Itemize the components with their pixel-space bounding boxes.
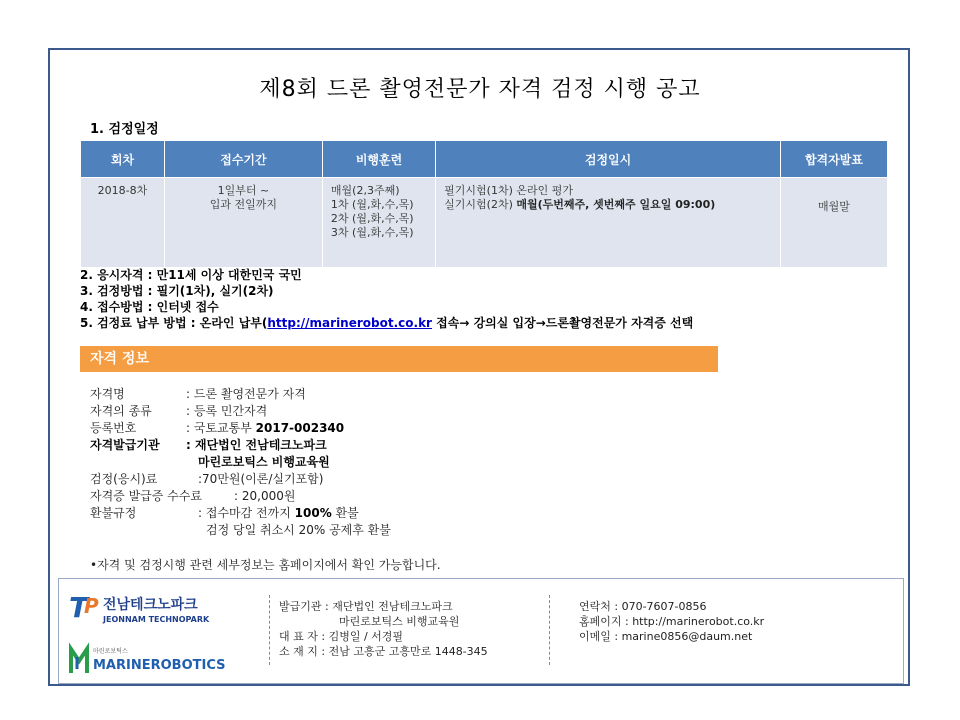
homepage-note: •자격 및 검정시행 관련 세부정보는 홈페이지에서 확인 가능합니다. <box>90 558 441 572</box>
col-header-announce: 합격자발표 <box>780 141 887 178</box>
footer-box <box>58 578 904 684</box>
table-header-row <box>81 141 888 178</box>
qual-fee-key: 검정(응시)료 <box>90 472 158 486</box>
marinerobotics-logo <box>67 639 227 679</box>
info-method: 3. 검정방법 : 필기(1차), 실기(2차) <box>80 284 274 298</box>
cell-round: 2018-8차 <box>81 178 165 268</box>
footer-email[interactable]: 이메일 : marine0856@daum.net <box>579 630 753 643</box>
application-info <box>80 267 693 331</box>
info-application: 4. 접수방법 : 인터넷 접수 <box>80 300 219 314</box>
cell-exam <box>436 178 781 268</box>
qual-refund-value <box>198 505 359 522</box>
qual-issuer-value: : 재단법인 전남테크노파크 <box>186 438 327 452</box>
footer-web[interactable]: 홈페이지 : http://marinerobot.co.kr <box>579 615 765 628</box>
training-line: 1차 (월,화,수,목) <box>330 198 414 211</box>
reg-ministry: : 국토교통부 <box>186 421 256 435</box>
logo1-text: 전남테크노파크 <box>103 597 198 613</box>
qual-reg-key: 등록번호 <box>90 421 137 435</box>
qual-reg-value <box>186 420 344 437</box>
qual-refund-value2: 검정 당일 취소시 20% 공제후 환불 <box>206 523 391 537</box>
col-header-reception: 접수기간 <box>164 141 322 178</box>
info-eligibility: 2. 응시자격 : 만11세 이상 대한민국 국민 <box>80 268 302 282</box>
footer-issuer2: 마린로보틱스 비행교육원 <box>339 615 460 628</box>
table-row <box>81 178 888 268</box>
website-link[interactable]: http://marinerobot.co.kr <box>267 316 432 330</box>
logo2-text: MARINEROBOTICS <box>93 658 226 673</box>
footer-issuer-info <box>279 599 488 659</box>
footer-divider <box>269 595 270 665</box>
footer-issuer: 발급기관 : 재단법인 전남테크노파크 <box>279 600 453 613</box>
qual-type-value: : 등록 민간자격 <box>186 404 268 418</box>
refund-text-end: 환불 <box>331 506 359 520</box>
exam-practical-label: 실기시험(2차) <box>444 198 513 211</box>
cell-training <box>322 178 435 268</box>
logo2-small: 마린로보틱스 <box>93 648 128 655</box>
footer-address: 소 재 지 : 전남 고흥군 고흥만로 1448-345 <box>279 645 488 658</box>
exam-line <box>444 198 779 212</box>
jeonnam-technopark-logo <box>67 587 227 629</box>
svg-text:T: T <box>69 591 89 624</box>
section-schedule-heading: 1. 검정일정 <box>90 122 159 137</box>
training-line: 2차 (월,화,수,목) <box>330 212 414 225</box>
training-line: 매월(2,3주째) <box>330 184 400 197</box>
page-title: 제8회 드론 촬영전문가 자격 검정 시행 공고 <box>259 77 701 102</box>
footer-divider <box>549 595 550 665</box>
col-header-round: 회차 <box>81 141 165 178</box>
qual-cert-value: : 20,000원 <box>234 489 296 503</box>
qual-fee-value: :70만원(이론/실기포함) <box>198 472 324 486</box>
qual-name-value: : 드론 촬영전문가 자격 <box>186 387 306 401</box>
col-header-training: 비행훈련 <box>322 141 435 178</box>
refund-text: : 접수마감 전까지 <box>198 506 295 520</box>
cell-reception <box>164 178 322 268</box>
qualification-info-header: 자격 정보 <box>80 346 718 372</box>
reception-line: 1일부터 ~ <box>217 184 270 197</box>
qual-cert-key: 자격증 발급증 수수료 <box>90 489 202 503</box>
refund-percent: 100% <box>294 506 332 520</box>
qual-issuer-key: 자격발급기관 <box>90 438 160 452</box>
info-payment <box>80 315 693 331</box>
footer-representative: 대 표 자 : 김병일 / 서경필 <box>279 630 404 643</box>
qual-type-key: 자격의 종류 <box>90 404 152 418</box>
svg-text:P: P <box>84 594 99 618</box>
col-header-exam: 검정일시 <box>436 141 781 178</box>
schedule-table <box>80 140 888 268</box>
training-line: 3차 (월,화,수,목) <box>330 226 414 239</box>
payment-steps: 접속→ 강의실 입장→드론촬영전문가 자격증 선택 <box>431 316 694 330</box>
exam-practical-date: 매월(두번째주, 셋번째주 일요일 09:00) <box>516 198 716 211</box>
cell-announce: 매월말 <box>780 178 887 268</box>
payment-label: 5. 검정료 납부 방법 : 온라인 납부( <box>80 316 268 330</box>
footer-tel: 연락처 : 070-7607-0856 <box>579 600 707 613</box>
footer-contact-info <box>579 599 764 644</box>
qual-issuer-value2: 마린로보틱스 비행교육원 <box>198 455 330 469</box>
reception-line: 입과 전일까지 <box>209 198 278 211</box>
qual-refund-key: 환불규정 <box>90 506 137 520</box>
exam-line: 필기시험(1차) 온라인 평가 <box>444 184 574 197</box>
reg-number: 2017-002340 <box>255 421 345 435</box>
qual-name-key: 자격명 <box>90 387 125 401</box>
logo1-sub: JEONNAM TECHNOPARK <box>103 615 210 624</box>
